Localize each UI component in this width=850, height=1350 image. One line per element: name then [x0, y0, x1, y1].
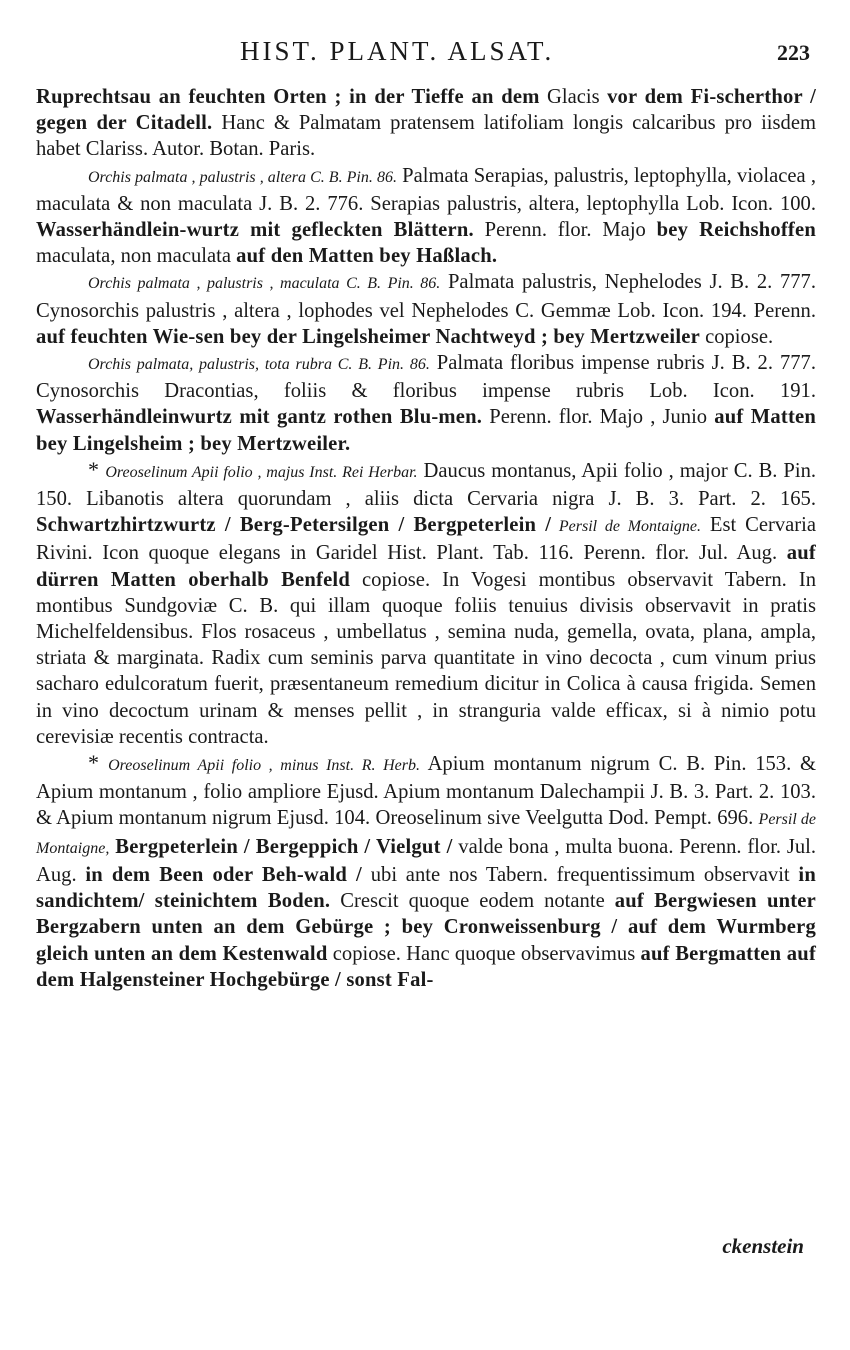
- german-text: auf Bergwiesen unter Bergzabern unten an dem Gebürge ; bey Cronweissenburg / auf dem Wurmberg gleich unten an dem Kestenwald: [36, 890, 816, 965]
- italic-name: Persil de Montaigne.: [551, 518, 702, 536]
- paragraph: [36, 457, 816, 750]
- latin-text: Daucus montanus, Apii folio , major C. B. Pin. 150. Libanotis altera quorundam , aliis dicta Cervaria nigra J. B. 3. Part. 2. 165.: [36, 459, 817, 511]
- german-text: in dem Been oder Beh-wald /: [85, 863, 362, 886]
- german-text: auf Bergmatten auf dem Halgensteiner Hochgebürge / sonst Fal-: [36, 942, 816, 991]
- latin-text: ubi ante nos Tabern. frequentissimum observavit: [361, 863, 799, 886]
- main-text: [36, 84, 816, 993]
- latin-text: Hanc & Palmatam pratensem latifoliam longis calcaribus pro iisdem habet Clariss. Autor. Botan. Paris.: [36, 112, 816, 161]
- german-text: auf feuchten Wie-sen bey der Lingelsheimer Nachtweyd ; bey Mertzweiler: [36, 325, 700, 348]
- running-title: HIST. PLANT. ALSAT.: [240, 36, 555, 66]
- paragraph: [36, 269, 816, 350]
- latin-text: Est Cervaria Rivini. Icon quoque elegans in Garidel Hist. Plant. Tab. 116. Perenn. flor. Jul. Aug.: [36, 514, 816, 565]
- latin-text: copiose.: [699, 325, 774, 348]
- latin-text: copiose. In Vogesi montibus observavit Tabern. In montibus Sundgoviæ C. B. qui illam quoque foliis tenuius divisis observavit in pratis Michelfeldensibus. Flos rosaceus , umbellatus , semina nuda, gemella, ovata, plana, ampla, striata & marginata. Radix cum seminis parva quantitate in vino decocta , cum vinum prius sacharo edulcoratum fuerit, præsentaneum remedium dicitur in Colica à causa frigida. Semen in vino decoctum urinam & menses pellit , in stranguria valde efficax, si à nimio potu cerevisiæ recentis contracta.: [36, 568, 817, 748]
- italic-name: Oreoselinum Apii folio , majus Inst. Rei Herbar.: [105, 463, 418, 481]
- paragraph: [36, 750, 816, 993]
- latin-text: Glacis: [539, 86, 608, 108]
- latin-text: Perenn. flor. Majo , Junio: [482, 406, 715, 429]
- catchword: ckenstein: [722, 1234, 804, 1258]
- latin-text: Palmata floribus impense rubris J. B. 2. 777. Cynosorchis Dracontias, foliis & floribus impense rubris Lob. Icon. 191.: [36, 352, 816, 403]
- paragraph: [36, 350, 816, 457]
- latin-text: valde bona , multa buona. Perenn. flor. Jul. Aug.: [36, 835, 816, 886]
- german-text: Wasserhändlein-wurtz mit gefleckten Blättern.: [36, 219, 474, 242]
- paragraph: [36, 84, 816, 163]
- italic-name: Orchis palmata , palustris , maculata C. B. Pin. 86.: [88, 275, 441, 293]
- german-text: Wasserhändleinwurtz mit gantz rothen Blu-men.: [36, 406, 483, 429]
- german-text: vor dem Fi-scherthor / gegen der Citadell.: [36, 86, 816, 135]
- latin-text: Apium montanum nigrum C. B. Pin. 153. & Apium montanum , folio ampliore Ejusd. Apium montanum Dalechampii J. B. 3. Part. 2. 103. & Apium montanum nigrum Ejusd. 104. Oreoselinum sive Veelgutta Dod. Pempt. 696.: [36, 753, 817, 830]
- latin-text: maculata, non maculata: [36, 245, 237, 268]
- german-text: Schwartzhirtzwurtz / Berg-Petersilgen / Bergpeterlein /: [36, 514, 552, 537]
- italic-name: Orchis palmata , palustris , altera C. B. Pin. 86.: [88, 168, 397, 186]
- running-header: [0, 36, 850, 76]
- german-text: auf den Matten bey Haßlach.: [236, 245, 498, 268]
- latin-text: Palmata Serapias, palustris, leptophylla, violacea , maculata & non maculata J. B. 2. 776. Serapias palustris, altera, leptophylla Lob. Icon. 100.: [36, 164, 817, 215]
- italic-name: Persil de Montaigne,: [36, 811, 817, 857]
- german-text: Ruprechtsau an feuchten Orten ; in der Tieffe an dem: [36, 86, 540, 108]
- german-text: bey Reichshoffen: [656, 219, 816, 242]
- latin-text: Palmata palustris, Nephelodes J. B. 2. 777. Cynosorchis palustris , altera , lophodes vel Nephelodes C. Gemmæ Lob. Icon. 194. Perenn.: [36, 271, 817, 322]
- german-text: auf Matten bey Lingelsheim ; bey Mertzweiler.: [36, 406, 816, 455]
- latin-text: Crescit quoque eodem notante: [330, 890, 615, 913]
- asterisk-mark: *: [88, 456, 106, 482]
- asterisk-mark: *: [88, 750, 109, 776]
- german-text: in sandichtem/ steinichtem Boden.: [36, 863, 816, 913]
- latin-text: Perenn. flor. Majo: [473, 219, 657, 242]
- german-text: Bergpeterlein / Bergeppich / Vielgut /: [109, 835, 453, 858]
- paragraph: [36, 163, 816, 270]
- italic-name: Oreoselinum Apii folio , minus Inst. R. Herb.: [108, 757, 420, 775]
- german-text: auf dürren Matten oberhalb Benfeld: [36, 542, 816, 591]
- italic-name: Orchis palmata, palustris, tota rubra C. B. Pin. 86.: [88, 356, 430, 374]
- page-number: 223: [777, 40, 810, 65]
- latin-text: copiose. Hanc quoque observavimus: [327, 942, 641, 965]
